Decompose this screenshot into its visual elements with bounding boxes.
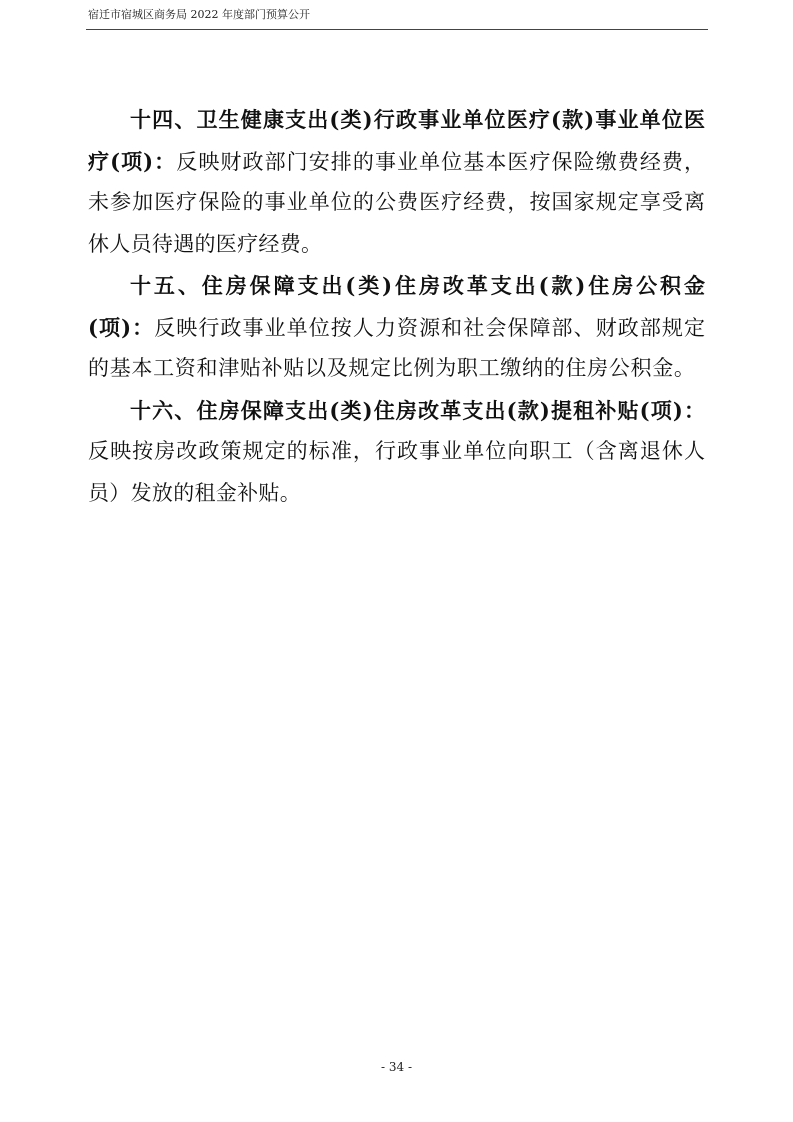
section-text: 反映财政部门安排的事业单位基本医疗保险缴费经费， [176, 149, 705, 174]
section-text: 休人员待遇的医疗经费。 [88, 231, 323, 256]
page-footer [0, 1059, 793, 1075]
text-line [88, 348, 705, 390]
section-text: 反映按房改政策规定的标准，行政事业单位向职工（含离退休人 [88, 439, 705, 463]
text-line [88, 182, 705, 224]
text-line [88, 390, 705, 432]
section-text: 的基本工资和津贴补贴以及规定比例为职工缴纳的住房公积金。 [88, 356, 696, 380]
section-sixteen [88, 390, 705, 515]
text-line [88, 307, 705, 349]
text-line [88, 141, 705, 183]
page-number: - 34 - [380, 1060, 412, 1074]
section-heading: 十四、卫生健康支出(类)行政事业单位医疗(款)事业单位医 [130, 107, 705, 132]
page-header [88, 7, 310, 23]
section-text: 未参加医疗保险的事业单位的公费医疗经费，按国家规定享受离 [88, 190, 705, 214]
section-heading: 十五、住房保障支出(类)住房改革支出(款)住房公积金 [130, 273, 705, 298]
text-line [88, 431, 705, 473]
section-heading: 十六、住房保障支出(类)住房改革支出(款)提租补贴(项)： [130, 397, 705, 423]
section-text: 员）发放的租金补贴。 [88, 480, 301, 505]
text-line [88, 224, 705, 266]
section-fourteen [88, 99, 705, 265]
header-title: 宿迁市宿城区商务局 2022 年度部门预算公开 [88, 8, 310, 21]
section-heading: 疗(项)： [88, 148, 177, 174]
section-fifteen [88, 265, 705, 390]
text-line [88, 99, 705, 141]
text-line [88, 265, 705, 307]
header-rule [86, 29, 708, 30]
section-heading: (项)： [88, 314, 155, 340]
text-line [88, 473, 705, 515]
section-text: 反映行政事业单位按人力资源和社会保障部、财政部规定 [154, 315, 705, 340]
document-body [88, 99, 705, 514]
